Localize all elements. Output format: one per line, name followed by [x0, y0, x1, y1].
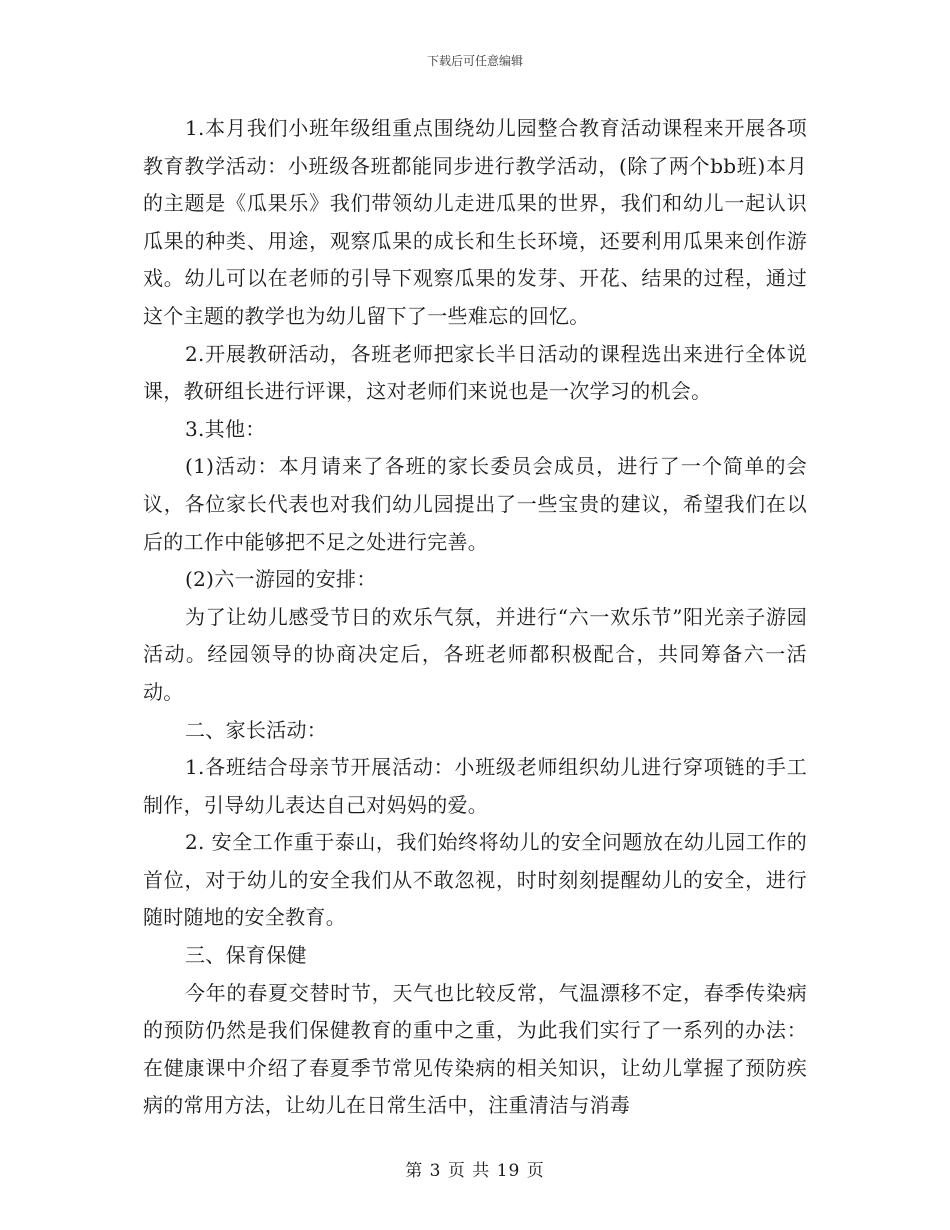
section-heading-health-care: 三、保育保健 — [185, 943, 307, 968]
document-body — [143, 110, 807, 1125]
section-heading-parent-activities: 二、家长活动： — [185, 717, 328, 742]
paragraph-2: 2.开展教研活动，各班老师把家长半日活动的课程选出来进行全体说课，教研组长进行评课，这对老师们来说也是一次学习的机会。 — [143, 341, 807, 404]
paragraph-8: 1.各班结合母亲节开展活动：小班级老师组织幼儿进行穿项链的手工制作，引导幼儿表达自己对妈妈的爱。 — [143, 755, 807, 817]
paragraph-11: 今年的春夏交替时节，天气也比较反常，气温漂移不定，春季传染病的预防仍然是我们保健教育的重中之重，为此我们实行了一系列的办法：在健康课中介绍了春夏季节常见传染病的相关知识，让幼儿掌握了预防疾病的常用方法，让幼儿在日常生活中，注重清洁与消毒 — [143, 980, 807, 1118]
paragraph-6: 为了让幼儿感受节日的欢乐气氛，并进行“六一欢乐节”阳光亲子游园活动。经园领导的协商决定后，各班老师都积极配合，共同筹备六一活动。 — [143, 604, 807, 704]
page-header: 下载后可任意编辑 — [426, 54, 523, 68]
paragraph-3: 3.其他： — [185, 416, 266, 441]
paragraph-4: (1)活动：本月请来了各班的家长委员会成员，进行了一个简单的会议，各位家长代表也对我们幼儿园提出了一些宝贵的建议，希望我们在以后的工作中能够把不足之处进行完善。 — [143, 454, 807, 554]
paragraph-1: 1.本月我们小班年级组重点围绕幼儿园整合教育活动课程来开展各项教育教学活动：小班级各班都能同步进行教学活动，(除了两个bb班)本月的主题是《瓜果乐》我们带领幼儿走进瓜果的世界，我们和幼儿一起认识瓜果的种类、用途，观察瓜果的成长和生长环境，还要利用瓜果来创作游戏。幼儿可以在老师的引导下观察瓜果的发芽、开花、结果的过程，通过这个主题的教学也为幼儿留下了一些难忘的回忆。 — [143, 116, 807, 328]
paragraph-5: (2)六一游园的安排： — [185, 567, 377, 592]
paragraph-9: 2. 安全工作重于泰山，我们始终将幼儿的安全问题放在幼儿园工作的首位，对于幼儿的安全我们从不敢忽视，时时刻刻提醒幼儿的安全，进行随时随地的安全教育。 — [143, 830, 807, 930]
page-footer: 第 3 页 共 19 页 — [405, 1161, 545, 1181]
